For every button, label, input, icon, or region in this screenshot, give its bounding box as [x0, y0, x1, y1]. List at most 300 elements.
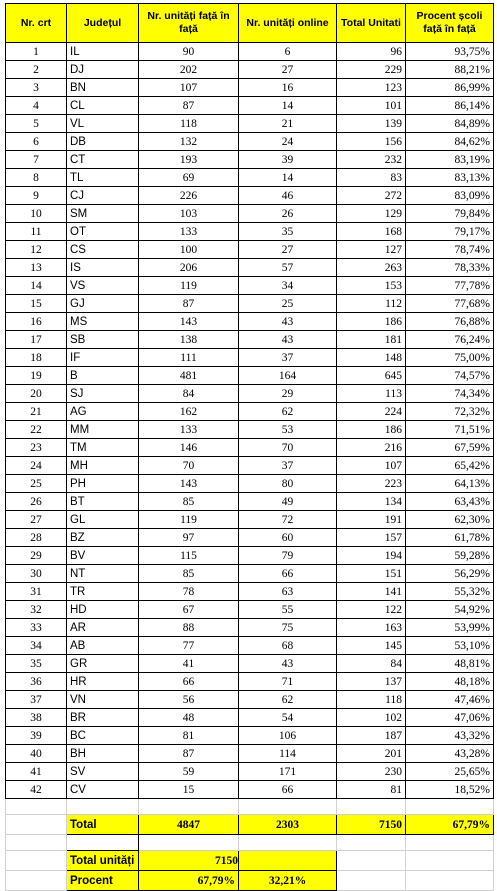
cell-online: 71	[239, 673, 337, 691]
cell-online: 80	[239, 475, 337, 493]
cell-fata: 111	[139, 349, 239, 367]
cell-total: 148	[337, 349, 406, 367]
cell-online: 39	[239, 151, 337, 169]
cell-total: 181	[337, 331, 406, 349]
cell-total: 272	[337, 187, 406, 205]
cell-total: 83	[337, 169, 406, 187]
blank-cell	[67, 835, 139, 851]
cell-total: 81	[337, 781, 406, 799]
cell-procent: 79,84%	[406, 205, 494, 223]
table-row	[6, 385, 494, 403]
totals-online: 2303	[239, 815, 337, 835]
cell-online: 43	[239, 655, 337, 673]
cell-judet: HD	[67, 601, 139, 619]
cell-total: 186	[337, 313, 406, 331]
cell-online: 55	[239, 601, 337, 619]
cell-total: 141	[337, 583, 406, 601]
cell-judet: BV	[67, 547, 139, 565]
cell-judet: CL	[67, 97, 139, 115]
cell-judet: GJ	[67, 295, 139, 313]
cell-online: 14	[239, 169, 337, 187]
cell-nr: 35	[6, 655, 67, 673]
cell-online: 63	[239, 583, 337, 601]
cell-nr: 14	[6, 277, 67, 295]
cell-procent: 48,18%	[406, 673, 494, 691]
cell-procent: 47,06%	[406, 709, 494, 727]
table-row	[6, 313, 494, 331]
table-row	[6, 259, 494, 277]
table-row	[6, 439, 494, 457]
cell-online: 54	[239, 709, 337, 727]
cell-procent: 43,32%	[406, 727, 494, 745]
cell-nr: 31	[6, 583, 67, 601]
cell-online: 79	[239, 547, 337, 565]
cell-nr: 36	[6, 673, 67, 691]
cell-nr: 18	[6, 349, 67, 367]
cell-procent: 74,34%	[406, 385, 494, 403]
cell-judet: SJ	[67, 385, 139, 403]
cell-fata: 67	[139, 601, 239, 619]
cell-procent: 88,21%	[406, 61, 494, 79]
cell-online: 72	[239, 511, 337, 529]
cell-judet: DJ	[67, 61, 139, 79]
cell-total: 112	[337, 295, 406, 313]
cell-online: 68	[239, 637, 337, 655]
cell-total: 127	[337, 241, 406, 259]
cell-judet: CV	[67, 781, 139, 799]
cell-judet: PH	[67, 475, 139, 493]
cell-nr: 1	[6, 43, 67, 61]
blank-cell	[6, 871, 67, 891]
cell-procent: 77,68%	[406, 295, 494, 313]
cell-procent: 93,75%	[406, 43, 494, 61]
cell-fata: 97	[139, 529, 239, 547]
cell-nr: 8	[6, 169, 67, 187]
cell-online: 16	[239, 79, 337, 97]
table-row	[6, 493, 494, 511]
cell-online: 35	[239, 223, 337, 241]
totals-fata: 4847	[139, 815, 239, 835]
cell-procent: 25,65%	[406, 763, 494, 781]
cell-online: 62	[239, 691, 337, 709]
summary-total-label: Total unități	[67, 851, 139, 871]
cell-total: 96	[337, 43, 406, 61]
cell-judet: CJ	[67, 187, 139, 205]
cell-total: 107	[337, 457, 406, 475]
cell-nr: 27	[6, 511, 67, 529]
cell-nr: 25	[6, 475, 67, 493]
cell-procent: 64,13%	[406, 475, 494, 493]
blank-cell	[406, 835, 494, 851]
cell-nr: 17	[6, 331, 67, 349]
blank-cell	[406, 871, 494, 891]
cell-online: 34	[239, 277, 337, 295]
cell-nr: 11	[6, 223, 67, 241]
cell-procent: 54,92%	[406, 601, 494, 619]
cell-fata: 133	[139, 223, 239, 241]
cell-total: 134	[337, 493, 406, 511]
cell-judet: CS	[67, 241, 139, 259]
cell-nr: 34	[6, 637, 67, 655]
cell-fata: 84	[139, 385, 239, 403]
cell-procent: 84,62%	[406, 133, 494, 151]
cell-fata: 81	[139, 727, 239, 745]
blank-cell	[139, 799, 239, 815]
cell-judet: AR	[67, 619, 139, 637]
cell-procent: 78,74%	[406, 241, 494, 259]
cell-nr: 32	[6, 601, 67, 619]
cell-procent: 53,99%	[406, 619, 494, 637]
cell-online: 70	[239, 439, 337, 457]
cell-fata: 107	[139, 79, 239, 97]
cell-fata: 88	[139, 619, 239, 637]
summary-procent-row	[6, 871, 494, 891]
cell-total: 223	[337, 475, 406, 493]
cell-nr: 41	[6, 763, 67, 781]
cell-judet: TL	[67, 169, 139, 187]
cell-nr: 29	[6, 547, 67, 565]
cell-fata: 85	[139, 493, 239, 511]
cell-nr: 12	[6, 241, 67, 259]
cell-procent: 86,99%	[406, 79, 494, 97]
table-row	[6, 655, 494, 673]
table-body	[6, 43, 494, 799]
table-row	[6, 673, 494, 691]
cell-nr: 2	[6, 61, 67, 79]
cell-procent: 76,24%	[406, 331, 494, 349]
table-row	[6, 583, 494, 601]
table-row	[6, 241, 494, 259]
cell-judet: MH	[67, 457, 139, 475]
cell-procent: 47,46%	[406, 691, 494, 709]
table-row	[6, 61, 494, 79]
cell-fata: 143	[139, 475, 239, 493]
blank-cell	[337, 871, 406, 891]
totals-label: Total	[67, 815, 139, 835]
cell-judet: TM	[67, 439, 139, 457]
cell-online: 114	[239, 745, 337, 763]
summary-procent-fata: 67,79%	[139, 871, 239, 891]
table-row	[6, 529, 494, 547]
cell-procent: 72,32%	[406, 403, 494, 421]
totals-total: 7150	[337, 815, 406, 835]
cell-total: 194	[337, 547, 406, 565]
schools-table	[5, 3, 494, 891]
table-row	[6, 331, 494, 349]
cell-nr: 24	[6, 457, 67, 475]
cell-online: 25	[239, 295, 337, 313]
cell-judet: B	[67, 367, 139, 385]
cell-procent: 67,59%	[406, 439, 494, 457]
table-row	[6, 205, 494, 223]
cell-online: 66	[239, 565, 337, 583]
cell-judet: SM	[67, 205, 139, 223]
cell-total: 157	[337, 529, 406, 547]
blank-cell	[6, 851, 67, 871]
cell-total: 151	[337, 565, 406, 583]
cell-fata: 119	[139, 277, 239, 295]
cell-procent: 75,00%	[406, 349, 494, 367]
cell-nr: 28	[6, 529, 67, 547]
totals-procent: 67,79%	[406, 815, 494, 835]
cell-procent: 83,13%	[406, 169, 494, 187]
cell-online: 37	[239, 457, 337, 475]
cell-fata: 119	[139, 511, 239, 529]
cell-judet: BR	[67, 709, 139, 727]
cell-fata: 202	[139, 61, 239, 79]
cell-procent: 84,89%	[406, 115, 494, 133]
header-procent: Procent școli față în față	[406, 4, 494, 43]
cell-fata: 133	[139, 421, 239, 439]
blank-row	[6, 799, 494, 815]
cell-fata: 77	[139, 637, 239, 655]
blank-cell	[6, 799, 67, 815]
cell-fata: 162	[139, 403, 239, 421]
table-row	[6, 115, 494, 133]
cell-fata: 115	[139, 547, 239, 565]
cell-procent: 61,78%	[406, 529, 494, 547]
cell-online: 60	[239, 529, 337, 547]
cell-nr: 5	[6, 115, 67, 133]
table-row	[6, 133, 494, 151]
cell-judet: AG	[67, 403, 139, 421]
table-row	[6, 295, 494, 313]
table-row	[6, 781, 494, 799]
cell-total: 113	[337, 385, 406, 403]
cell-total: 224	[337, 403, 406, 421]
cell-fata: 206	[139, 259, 239, 277]
cell-fata: 90	[139, 43, 239, 61]
cell-online: 24	[239, 133, 337, 151]
spreadsheet	[5, 3, 493, 891]
cell-online: 14	[239, 97, 337, 115]
cell-fata: 78	[139, 583, 239, 601]
cell-fata: 87	[139, 97, 239, 115]
summary-procent-label: Procent	[67, 871, 139, 891]
cell-fata: 193	[139, 151, 239, 169]
cell-total: 201	[337, 745, 406, 763]
cell-online: 171	[239, 763, 337, 781]
table-row	[6, 403, 494, 421]
cell-judet: BT	[67, 493, 139, 511]
cell-judet: GL	[67, 511, 139, 529]
cell-online: 53	[239, 421, 337, 439]
blank-cell	[239, 851, 337, 871]
cell-judet: BC	[67, 727, 139, 745]
cell-fata: 56	[139, 691, 239, 709]
cell-fata: 70	[139, 457, 239, 475]
cell-online: 164	[239, 367, 337, 385]
cell-nr: 22	[6, 421, 67, 439]
cell-procent: 77,78%	[406, 277, 494, 295]
cell-nr: 15	[6, 295, 67, 313]
cell-judet: SB	[67, 331, 139, 349]
cell-total: 123	[337, 79, 406, 97]
blank-row	[6, 835, 494, 851]
cell-judet: IF	[67, 349, 139, 367]
cell-nr: 3	[6, 79, 67, 97]
cell-total: 645	[337, 367, 406, 385]
cell-fata: 66	[139, 673, 239, 691]
cell-procent: 18,52%	[406, 781, 494, 799]
header-fata: Nr. unități față în față	[139, 4, 239, 43]
cell-total: 230	[337, 763, 406, 781]
cell-nr: 42	[6, 781, 67, 799]
cell-procent: 83,09%	[406, 187, 494, 205]
header-total: Total Unitati	[337, 4, 406, 43]
cell-judet: VN	[67, 691, 139, 709]
cell-total: 168	[337, 223, 406, 241]
cell-total: 191	[337, 511, 406, 529]
cell-fata: 100	[139, 241, 239, 259]
cell-judet: MM	[67, 421, 139, 439]
cell-fata: 138	[139, 331, 239, 349]
cell-procent: 53,10%	[406, 637, 494, 655]
header-row	[6, 4, 494, 43]
cell-total: 186	[337, 421, 406, 439]
cell-nr: 9	[6, 187, 67, 205]
cell-judet: BZ	[67, 529, 139, 547]
table-row	[6, 79, 494, 97]
table-row	[6, 745, 494, 763]
table-row	[6, 169, 494, 187]
cell-procent: 56,29%	[406, 565, 494, 583]
cell-nr: 10	[6, 205, 67, 223]
cell-total: 229	[337, 61, 406, 79]
cell-judet: AB	[67, 637, 139, 655]
cell-judet: GR	[67, 655, 139, 673]
table-row	[6, 421, 494, 439]
cell-fata: 118	[139, 115, 239, 133]
table-row	[6, 151, 494, 169]
cell-fata: 85	[139, 565, 239, 583]
cell-procent: 55,32%	[406, 583, 494, 601]
blank-cell	[406, 851, 494, 871]
cell-fata: 143	[139, 313, 239, 331]
blank-cell	[337, 799, 406, 815]
blank-cell	[337, 851, 406, 871]
cell-online: 57	[239, 259, 337, 277]
blank-cell	[6, 835, 67, 851]
table-row	[6, 43, 494, 61]
cell-procent: 65,42%	[406, 457, 494, 475]
cell-total: 153	[337, 277, 406, 295]
table-row	[6, 187, 494, 205]
cell-nr: 33	[6, 619, 67, 637]
cell-judet: IL	[67, 43, 139, 61]
cell-total: 102	[337, 709, 406, 727]
table-row	[6, 709, 494, 727]
header-online: Nr. unități online	[239, 4, 337, 43]
table-row	[6, 691, 494, 709]
blank-cell	[67, 799, 139, 815]
cell-fata: 48	[139, 709, 239, 727]
cell-procent: 62,30%	[406, 511, 494, 529]
cell-procent: 59,28%	[406, 547, 494, 565]
table-row	[6, 223, 494, 241]
table-row	[6, 367, 494, 385]
blank-cell	[239, 835, 337, 851]
table-row	[6, 727, 494, 745]
cell-judet: TR	[67, 583, 139, 601]
summary-procent-online: 32,21%	[239, 871, 337, 891]
cell-total: 122	[337, 601, 406, 619]
cell-nr: 40	[6, 745, 67, 763]
cell-online: 27	[239, 241, 337, 259]
cell-nr: 21	[6, 403, 67, 421]
cell-nr: 26	[6, 493, 67, 511]
blank-cell	[139, 835, 239, 851]
cell-online: 75	[239, 619, 337, 637]
cell-total: 187	[337, 727, 406, 745]
cell-nr: 23	[6, 439, 67, 457]
table-row	[6, 565, 494, 583]
cell-online: 66	[239, 781, 337, 799]
blank-cell	[239, 799, 337, 815]
cell-judet: DB	[67, 133, 139, 151]
cell-nr: 16	[6, 313, 67, 331]
cell-fata: 226	[139, 187, 239, 205]
header-nr: Nr. crt	[6, 4, 67, 43]
cell-total: 84	[337, 655, 406, 673]
cell-nr: 20	[6, 385, 67, 403]
cell-procent: 43,28%	[406, 745, 494, 763]
cell-fata: 146	[139, 439, 239, 457]
cell-procent: 48,81%	[406, 655, 494, 673]
blank-cell	[337, 835, 406, 851]
cell-procent: 86,14%	[406, 97, 494, 115]
cell-nr: 7	[6, 151, 67, 169]
cell-total: 216	[337, 439, 406, 457]
cell-procent: 79,17%	[406, 223, 494, 241]
cell-online: 6	[239, 43, 337, 61]
blank-cell	[6, 815, 67, 835]
cell-online: 26	[239, 205, 337, 223]
cell-fata: 132	[139, 133, 239, 151]
totals-row	[6, 815, 494, 835]
blank-cell	[406, 799, 494, 815]
cell-judet: HR	[67, 673, 139, 691]
cell-total: 145	[337, 637, 406, 655]
cell-nr: 38	[6, 709, 67, 727]
cell-total: 129	[337, 205, 406, 223]
cell-total: 118	[337, 691, 406, 709]
cell-online: 21	[239, 115, 337, 133]
cell-judet: MS	[67, 313, 139, 331]
cell-online: 29	[239, 385, 337, 403]
cell-judet: OT	[67, 223, 139, 241]
cell-nr: 30	[6, 565, 67, 583]
cell-total: 139	[337, 115, 406, 133]
cell-total: 101	[337, 97, 406, 115]
cell-total: 137	[337, 673, 406, 691]
cell-nr: 13	[6, 259, 67, 277]
cell-judet: IS	[67, 259, 139, 277]
table-row	[6, 619, 494, 637]
table-row	[6, 511, 494, 529]
cell-procent: 63,43%	[406, 493, 494, 511]
cell-procent: 74,57%	[406, 367, 494, 385]
cell-fata: 87	[139, 295, 239, 313]
cell-fata: 103	[139, 205, 239, 223]
cell-procent: 78,33%	[406, 259, 494, 277]
cell-online: 46	[239, 187, 337, 205]
table-row	[6, 547, 494, 565]
cell-procent: 76,88%	[406, 313, 494, 331]
cell-judet: VL	[67, 115, 139, 133]
cell-online: 37	[239, 349, 337, 367]
cell-judet: BH	[67, 745, 139, 763]
